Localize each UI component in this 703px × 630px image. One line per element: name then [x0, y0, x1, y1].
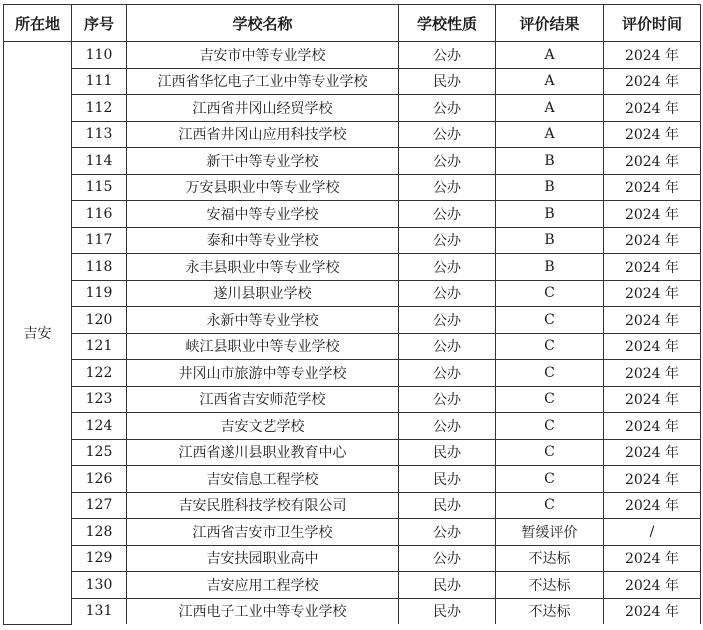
cell-school-name: 安福中等专业学校 [127, 201, 399, 228]
cell-evaluation-result: B [496, 174, 604, 201]
cell-school-name: 万安县职业中等专业学校 [127, 174, 399, 201]
header-evaluation-result: 评价结果 [496, 5, 604, 42]
cell-school-nature: 公办 [399, 201, 496, 228]
cell-evaluation-result: A [496, 95, 604, 122]
table-row [4, 280, 701, 307]
cell-evaluation-time: 2024 年 [604, 227, 701, 254]
cell-evaluation-result: C [496, 333, 604, 360]
cell-school-name: 吉安市中等专业学校 [127, 42, 399, 69]
cell-evaluation-time: 2024 年 [604, 148, 701, 175]
cell-seq: 112 [72, 95, 127, 122]
table-row [4, 413, 701, 440]
cell-evaluation-time: 2024 年 [604, 545, 701, 572]
cell-evaluation-result: C [496, 280, 604, 307]
cell-seq: 126 [72, 466, 127, 493]
cell-seq: 125 [72, 439, 127, 466]
table-row [4, 68, 701, 95]
cell-seq: 113 [72, 121, 127, 148]
table-row [4, 519, 701, 546]
cell-school-nature: 公办 [399, 174, 496, 201]
cell-school-nature: 公办 [399, 545, 496, 572]
cell-school-nature: 公办 [399, 148, 496, 175]
cell-seq: 110 [72, 42, 127, 69]
cell-evaluation-result: C [496, 466, 604, 493]
cell-evaluation-result: A [496, 68, 604, 95]
cell-evaluation-result: 不达标 [496, 572, 604, 599]
cell-evaluation-time: 2024 年 [604, 466, 701, 493]
school-evaluation-table [3, 4, 701, 625]
cell-school-nature: 民办 [399, 439, 496, 466]
cell-evaluation-time: 2024 年 [604, 413, 701, 440]
cell-evaluation-result: C [496, 360, 604, 387]
cell-school-nature: 民办 [399, 68, 496, 95]
cell-evaluation-time: 2024 年 [604, 42, 701, 69]
cell-evaluation-result: A [496, 121, 604, 148]
cell-evaluation-result: C [496, 439, 604, 466]
table-row [4, 174, 701, 201]
table-row [4, 95, 701, 122]
table-row [4, 439, 701, 466]
cell-school-nature: 公办 [399, 42, 496, 69]
cell-school-nature: 公办 [399, 413, 496, 440]
cell-school-nature: 公办 [399, 254, 496, 281]
header-row [4, 5, 701, 42]
table-row [4, 572, 701, 599]
table-row [4, 386, 701, 413]
header-school-nature: 学校性质 [399, 5, 496, 42]
cell-school-nature: 公办 [399, 333, 496, 360]
cell-school-nature: 公办 [399, 121, 496, 148]
table-row [4, 201, 701, 228]
cell-seq: 124 [72, 413, 127, 440]
cell-evaluation-time: 2024 年 [604, 572, 701, 599]
cell-school-name: 峡江县职业中等专业学校 [127, 333, 399, 360]
cell-school-nature: 公办 [399, 519, 496, 546]
table-row [4, 227, 701, 254]
cell-school-name: 永丰县职业中等专业学校 [127, 254, 399, 281]
cell-seq: 123 [72, 386, 127, 413]
cell-evaluation-result: C [496, 307, 604, 334]
cell-school-name: 江西省吉安市卫生学校 [127, 519, 399, 546]
cell-school-name: 吉安民胜科技学校有限公司 [127, 492, 399, 519]
cell-school-name: 新干中等专业学校 [127, 148, 399, 175]
cell-school-name: 吉安信息工程学校 [127, 466, 399, 493]
cell-seq: 115 [72, 174, 127, 201]
table-row [4, 307, 701, 334]
cell-school-name: 江西省吉安师范学校 [127, 386, 399, 413]
cell-evaluation-time: 2024 年 [604, 68, 701, 95]
cell-school-name: 永新中等专业学校 [127, 307, 399, 334]
cell-evaluation-time: 2024 年 [604, 95, 701, 122]
cell-seq: 128 [72, 519, 127, 546]
header-seq: 序号 [72, 5, 127, 42]
cell-evaluation-time: 2024 年 [604, 333, 701, 360]
cell-evaluation-result: B [496, 254, 604, 281]
cell-seq: 114 [72, 148, 127, 175]
cell-school-name: 江西电子工业中等专业学校 [127, 598, 399, 624]
cell-school-nature: 公办 [399, 280, 496, 307]
cell-school-name: 江西省华忆电子工业中等专业学校 [127, 68, 399, 95]
cell-evaluation-time: 2024 年 [604, 439, 701, 466]
cell-evaluation-time: 2024 年 [604, 598, 701, 624]
cell-school-nature: 民办 [399, 466, 496, 493]
cell-school-nature: 公办 [399, 227, 496, 254]
cell-school-name: 江西省井冈山经贸学校 [127, 95, 399, 122]
cell-seq: 129 [72, 545, 127, 572]
table-row [4, 121, 701, 148]
cell-seq: 118 [72, 254, 127, 281]
header-school-name: 学校名称 [127, 5, 399, 42]
cell-evaluation-result: B [496, 227, 604, 254]
cell-evaluation-time: 2024 年 [604, 492, 701, 519]
cell-school-name: 江西省井冈山应用科技学校 [127, 121, 399, 148]
cell-school-nature: 公办 [399, 360, 496, 387]
cell-seq: 122 [72, 360, 127, 387]
cell-seq: 130 [72, 572, 127, 599]
cell-school-name: 吉安文艺学校 [127, 413, 399, 440]
cell-school-nature: 民办 [399, 492, 496, 519]
cell-seq: 131 [72, 598, 127, 624]
cell-evaluation-result: B [496, 201, 604, 228]
cell-evaluation-time: 2024 年 [604, 121, 701, 148]
cell-seq: 116 [72, 201, 127, 228]
table-row [4, 333, 701, 360]
cell-school-nature: 公办 [399, 386, 496, 413]
cell-evaluation-time: 2024 年 [604, 174, 701, 201]
cell-school-nature: 公办 [399, 95, 496, 122]
cell-evaluation-result: C [496, 413, 604, 440]
cell-region: 吉安 [4, 42, 72, 625]
cell-school-name: 吉安应用工程学校 [127, 572, 399, 599]
cell-school-name: 江西省遂川县职业教育中心 [127, 439, 399, 466]
cell-school-nature: 民办 [399, 572, 496, 599]
cell-seq: 119 [72, 280, 127, 307]
table-row [4, 466, 701, 493]
cell-school-name: 吉安扶园职业高中 [127, 545, 399, 572]
header-evaluation-time: 评价时间 [604, 5, 701, 42]
cell-evaluation-result: C [496, 386, 604, 413]
header-region: 所在地 [4, 5, 72, 42]
cell-school-nature: 公办 [399, 307, 496, 334]
cell-seq: 121 [72, 333, 127, 360]
cell-evaluation-result: C [496, 492, 604, 519]
table-row [4, 598, 701, 624]
cell-school-name: 遂川县职业学校 [127, 280, 399, 307]
cell-evaluation-time: / [604, 519, 701, 546]
cell-evaluation-result: B [496, 148, 604, 175]
cell-evaluation-time: 2024 年 [604, 386, 701, 413]
cell-evaluation-time: 2024 年 [604, 307, 701, 334]
cell-evaluation-time: 2024 年 [604, 201, 701, 228]
table-row [4, 148, 701, 175]
table-row [4, 492, 701, 519]
cell-evaluation-time: 2024 年 [604, 360, 701, 387]
cell-evaluation-result: 不达标 [496, 545, 604, 572]
cell-school-nature: 民办 [399, 598, 496, 624]
cell-evaluation-time: 2024 年 [604, 280, 701, 307]
table-row [4, 545, 701, 572]
table-row [4, 42, 701, 69]
cell-seq: 127 [72, 492, 127, 519]
cell-seq: 117 [72, 227, 127, 254]
cell-school-name: 泰和中等专业学校 [127, 227, 399, 254]
table-row [4, 360, 701, 387]
table-row [4, 254, 701, 281]
cell-evaluation-result: A [496, 42, 604, 69]
cell-seq: 111 [72, 68, 127, 95]
cell-school-name: 井冈山市旅游中等专业学校 [127, 360, 399, 387]
cell-evaluation-time: 2024 年 [604, 254, 701, 281]
cell-evaluation-result: 不达标 [496, 598, 604, 624]
cell-evaluation-result: 暂缓评价 [496, 519, 604, 546]
cell-seq: 120 [72, 307, 127, 334]
